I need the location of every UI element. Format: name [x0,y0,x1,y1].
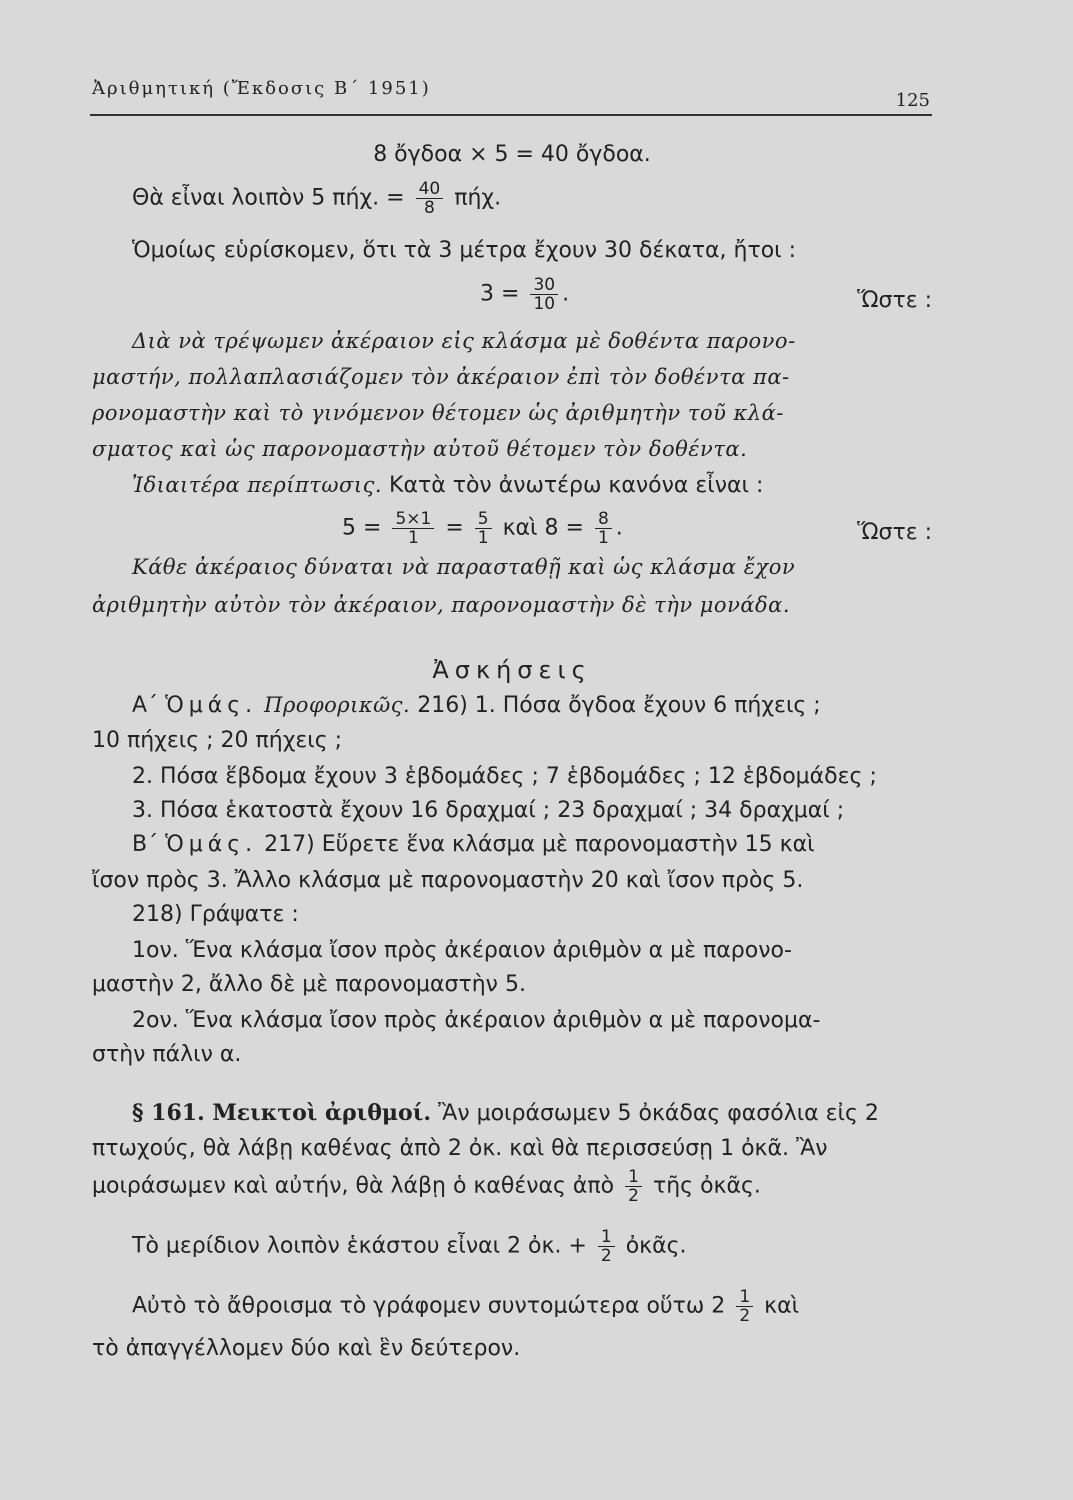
line-text: Β΄ [132,832,159,857]
line-text: πήχ. [454,185,502,211]
rule-line: Διὰ νὰ τρέψωμεν ἀκέραιον εἰς κλάσμα μὲ δοθέντα παρονο- [132,329,796,353]
line-text: Α΄ [132,693,159,718]
section-line: τὸ ἀπαγγέλλομεν δύο καὶ ἓν δεύτερον. [92,1336,521,1361]
book-title: Ἀριθμητική (Ἔκδοσις Β΄ 1951) [92,78,431,99]
numerator: 5×1 [392,510,434,529]
fraction [416,180,444,217]
text-line [92,500,932,550]
exercise-line: ἴσον πρὸς 3. Ἄλλο κλάσμα μὲ παρονομαστὴν 20 καὶ ἴσον πρὸς 5. [92,868,804,893]
denominator: 1 [597,528,609,548]
denominator: 1 [407,528,419,548]
fraction [736,1288,753,1325]
fraction [625,1168,642,1205]
text-line [92,180,972,217]
special-case-label: Ἰδιαιτέρα περίπτωσις. [132,473,383,497]
exercise-line: 2ον. Ἕνα κλάσμα ἴσον πρὸς ἀκέραιον ἀριθμὸν α μὲ παρονομα- [132,1008,821,1033]
line-text: καὶ 8 = [502,515,584,541]
text-line [92,470,972,501]
section-line: πτωχούς, θὰ λάβῃ καθένας ἀπὸ 2 ὀκ. καὶ θὰ περισσεύσῃ 1 ὀκᾶ. Ἂν [92,1136,828,1161]
equation [480,276,569,313]
denominator: 2 [739,1306,751,1326]
section-line [92,1228,972,1272]
line-text: καὶ [764,1293,800,1319]
line-text: τῆς ὀκᾶς. [652,1173,761,1199]
line-text: Τὸ μερίδιον λοιπὸν ἑκάστου εἶναι 2 ὀκ. + [132,1233,587,1259]
fraction [475,510,492,547]
section-title: § 161. Μεικτοὶ ἀριθμοί. [132,1100,432,1126]
exercise-line: 2. Πόσα ἕβδομα ἔχουν 3 ἑβδομάδες ; 7 ἑβδομάδες ; 12 ἑβδομάδες ; [132,764,877,789]
numerator: 30 [530,276,558,295]
line-text: . [562,281,570,307]
rule-line: Κάθε ἀκέραιος δύναται νὰ παρασταθῇ καὶ ὡς κλάσμα ἔχον [132,555,796,579]
line-text: = [445,515,464,541]
running-header [90,74,932,116]
exercise-line: 218) Γράψατε : [132,902,299,927]
exercise-line [92,690,972,721]
rule-line: ρονομαστὴν καὶ τὸ γινόμενον θέτομεν ὡς ἀριθμητὴν τοῦ κλά- [92,401,784,425]
fraction [530,276,558,313]
exercise-line: 10 πήχεις ; 20 πήχεις ; [92,728,343,753]
oral-label: Προφορικῶς. [264,693,411,717]
denominator: 10 [533,294,556,314]
numerator: 1 [598,1228,615,1247]
line-text: Αὐτὸ τὸ ἄθροισμα τὸ γράφομεν συντομώτερα οὕτω 2 [132,1293,726,1319]
line-text: ὀκᾶς. [625,1233,687,1259]
page-number: 125 [895,90,930,111]
rule-line: σματος καὶ ὡς παρονομαστὴν αὐτοῦ θέτομεν τὸν δοθέντα. [92,437,748,461]
line-text: Ἂν μοιράσωμεν 5 ὀκάδας φασόλια εἰς 2 [438,1101,879,1126]
exercise-line: 1ον. Ἕνα κλάσμα ἴσον πρὸς ἀκέραιον ἀριθμὸν α μὲ παρονο- [132,938,792,963]
denominator: 2 [628,1186,639,1206]
rule-line: ἀριθμητὴν αὐτὸν τὸν ἀκέραιον, παρονομαστὴν δὲ τὴν μονάδα. [92,593,791,617]
denominator: 8 [424,198,435,218]
group-label: Ὁμάς. [165,693,258,718]
section-line [92,1288,972,1332]
section-line [92,1098,972,1129]
line-text: μοιράσωμεν καὶ αὐτήν, θὰ λάβῃ ὁ καθένας ἀπὸ [92,1173,615,1199]
line-text: . [615,515,623,541]
numerator: 1 [736,1288,753,1307]
equation [342,510,623,547]
exercise-line: 3. Πόσα ἑκατοστὰ ἔχουν 16 δραχμαί ; 23 δραχμαί ; 34 δραχμαί ; [132,798,845,823]
denominator: 1 [477,528,489,548]
line-text: 5 = [342,515,382,541]
numerator: 8 [595,510,612,529]
exercise-line: μαστὴν 2, ἄλλο δὲ μὲ παρονομαστὴν 5. [92,972,526,997]
hence-label: Ὥστε : [857,288,932,313]
numerator: 5 [475,510,492,529]
line-text: 216) 1. Πόσα ὄγδοα ἔχουν 6 πήχεις ; [417,693,821,718]
numerator: 1 [625,1168,642,1187]
numerator: 40 [416,180,444,199]
fraction [392,510,434,547]
exercise-line [92,830,972,860]
denominator: 2 [600,1246,612,1266]
line-text: 3 = [480,281,520,307]
line-text: Ὁμοίως εὑρίσκομεν, ὅτι τὰ 3 μέτρα ἔχουν 30 δέκατα, ἤτοι : [132,238,797,263]
hence-label: Ὥστε : [857,520,932,545]
fraction [595,510,612,547]
fraction [598,1228,615,1265]
line-text: Θὰ εἶναι λοιπὸν 5 πήχ. = [132,185,405,211]
section-line [92,1168,932,1212]
group-label: Ὁμάς. [165,832,258,857]
line-text: Κατὰ τὸν ἀνωτέρω κανόνα εἶναι : [389,473,764,498]
rule-line: μαστήν, πολλαπλασιάζομεν τὸν ἀκέραιον ἐπὶ τὸν δοθέντα πα- [92,365,790,389]
exercise-line: στὴν πάλιν α. [92,1042,242,1067]
text-line [92,236,972,266]
line-text: 217) Εὕρετε ἕνα κλάσμα μὲ παρονομαστὴν 15 καὶ [264,832,815,857]
exercises-heading: Ἀσκήσεις [432,656,592,684]
equation-line: 8 ὄγδοα × 5 = 40 ὄγδοα. [373,142,651,167]
text-line [92,140,932,170]
